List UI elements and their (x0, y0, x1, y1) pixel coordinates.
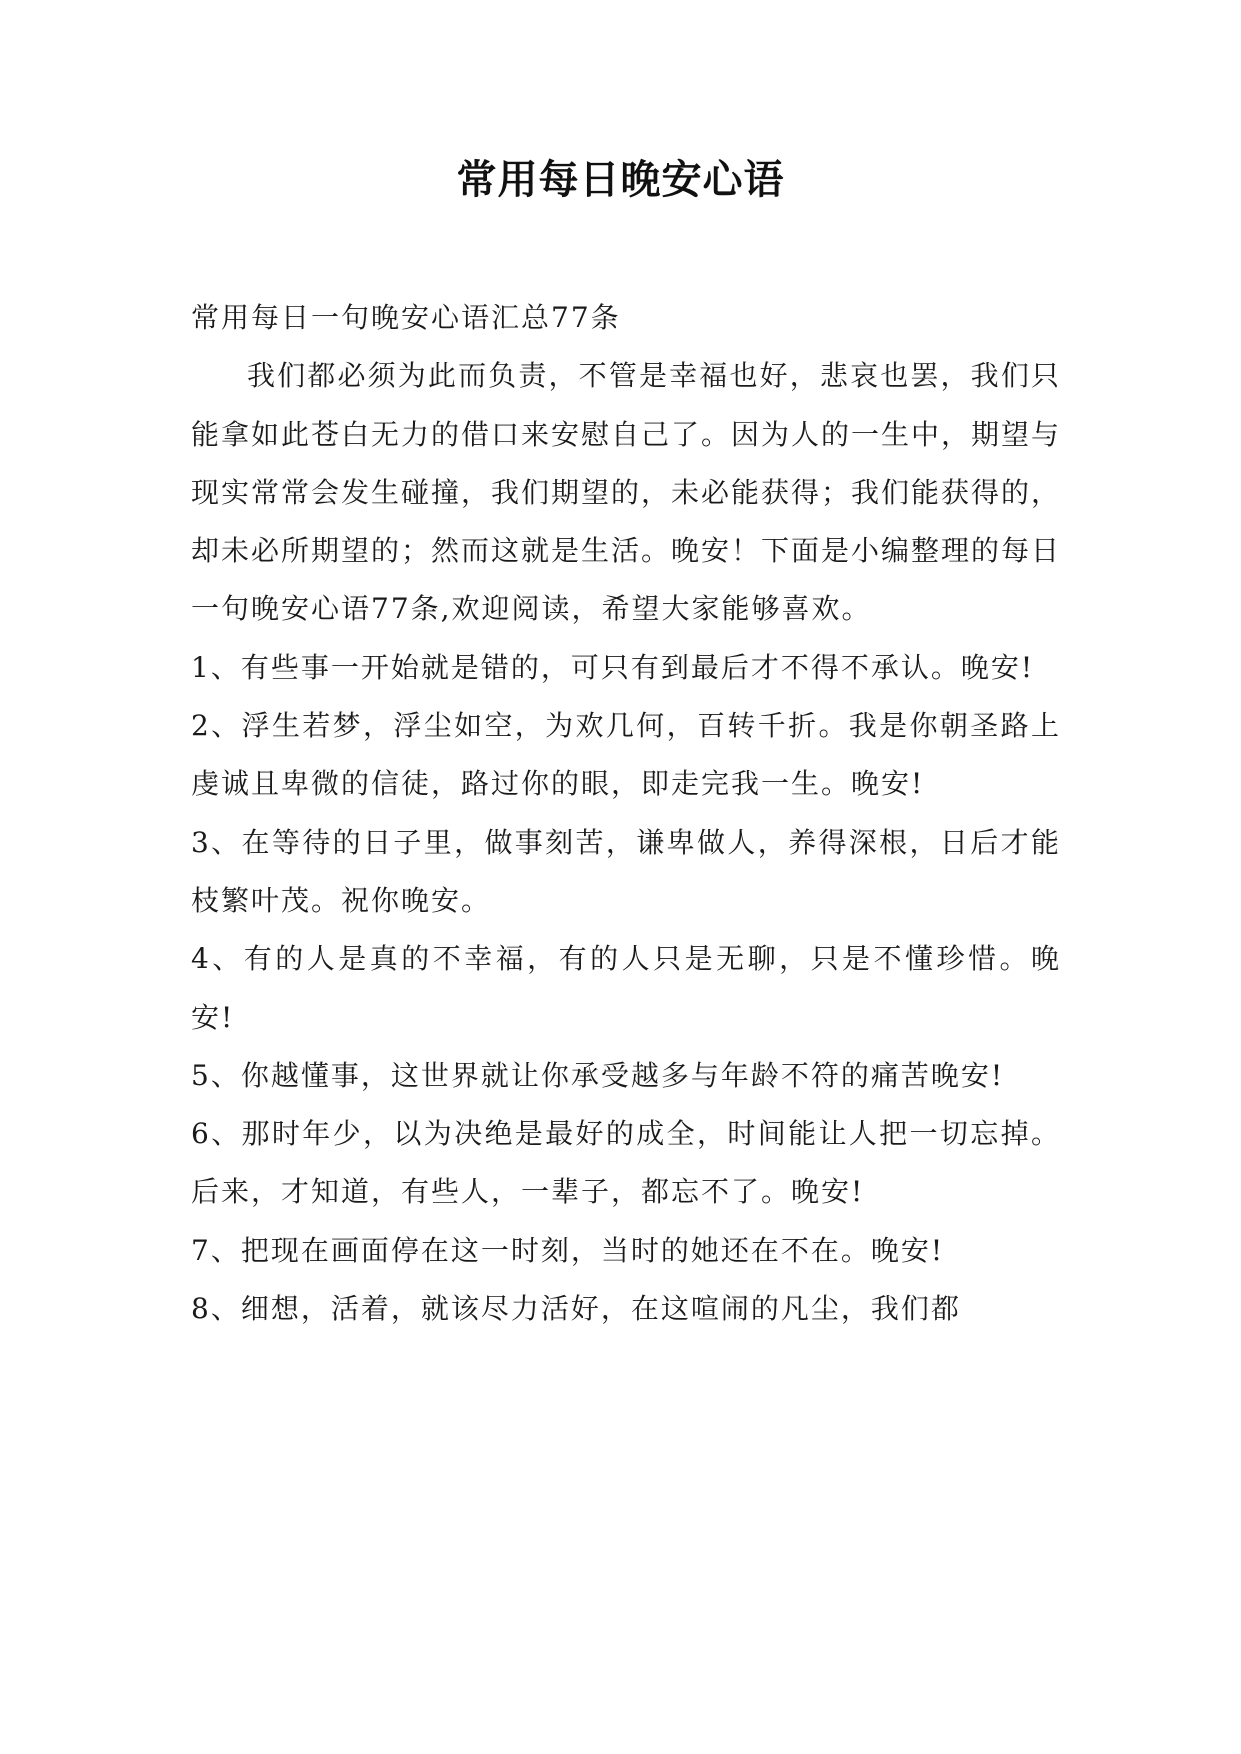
list-item: 4、有的人是真的不幸福，有的人只是无聊，只是不懂珍惜。晚安! (191, 942, 1061, 1034)
list-item: 5、你越懂事，这世界就让你承受越多与年龄不符的痛苦晚安! (191, 1058, 1005, 1092)
list-item: 8、细想，活着，就该尽力活好，在这喧闹的凡尘，我们都 (191, 1292, 961, 1326)
list-item: 2、浮生若梦，浮尘如空，为欢几何，百转千折。我是你朝圣路上虔诚且卑微的信徒，路过你的眼，即走完我一生。晚安! (191, 709, 1061, 801)
list-item: 3、在等待的日子里，做事刻苦，谦卑做人，养得深根，日后才能枝繁叶茂。祝你晚安。 (191, 825, 1061, 917)
list-item: 6、那时年少，以为决绝是最好的成全，时间能让人把一切忘掉。后来，才知道，有些人，一辈子，都忘不了。晚安! (191, 1117, 1061, 1209)
document-body (191, 289, 1061, 1338)
document-subtitle: 常用每日一句晚安心语汇总77条 (191, 301, 621, 334)
list-item: 1、有些事一开始就是错的，可只有到最后才不得不承认。晚安! (191, 650, 1035, 684)
list-item: 7、把现在画面停在这一时刻，当时的她还在不在。晚安! (191, 1233, 945, 1267)
document-title: 常用每日晚安心语 (456, 157, 785, 203)
intro-paragraph: 我们都必须为此而负责，不管是幸福也好，悲哀也罢，我们只能拿如此苍白无力的借口来安慰自己了。因为人的一生中，期望与现实常常会发生碰撞，我们期望的，未必能获得；我们能获得的，却未必所期望的；然而这就是生活。晚安！下面是小编整理的每日一句晚安心语77条,欢迎阅读，希望大家能够喜欢。 (191, 359, 1062, 626)
